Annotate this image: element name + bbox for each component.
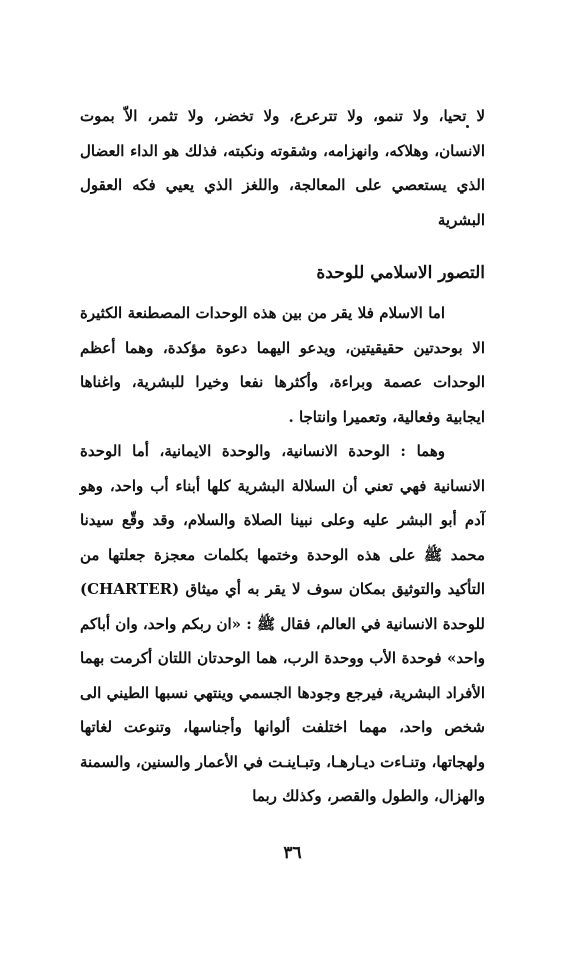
page-number: ٣٦ <box>283 843 302 863</box>
paragraph-islam-unities <box>80 296 485 434</box>
continuation-paragraph <box>80 99 485 237</box>
paragraph-human-unity <box>80 434 485 814</box>
section-heading: التصور الاسلامي للوحدة <box>316 263 485 283</box>
paragraph-text: اما الاسلام فلا يقر من بين هذه الوحدات المصطنعة الكثيرة الا بوحدتين حقيقيتين، ويدعو اليهما دعوة مؤكدة، وهما أعظم الوحدات عصمة وبراءة، وأكثرها نفعا وخيرا للبشرية، واغناها ايجابية وفعالية، وتعميرا وانتاجا . <box>80 304 485 426</box>
paragraph-text: وهما : الوحدة الانسانية، والوحدة الايمانية، أما الوحدة الانسانية فهي تعني أن السلالة البشرية كلها أبناء أب واحد، وهو آدم أبو البشر عليه وعلى نبينا الصلاة والسلام، وقد وقّع سيدنا محمد ﷺ على هذه الوحدة وختمها بكلمات معجزة جعلتها من التأكيد والتوثيق بمكان سوف لا يقر به أي ميثاق (CHARTER) للوحدة الانسانية في العالم، فقال ﷺ : «ان ربكم واحد، وان أباكم واحد» فوحدة الأب ووحدة الرب، هما الوحدتان اللتان أكرمت بهما الأفراد البشرية، فيرجع وجودها الجسمي وينتهي نسبها الطيني الى شخص واحد، مهما اختلفت ألوانها وأجناسها، وتنوعت لغاتها ولهجاتها، وتنـاءت ديـارهـا، وتبـاينـت في الأعمار والسنين، والسمنة والهزال، والطول والقصر، وكذلك ربما <box>80 442 485 805</box>
continuation-text: لا تحيا، ولا تنمو، ولا تترعرع، ولا تخضر، ولا تثمر، الاّ بموت الانسان، وهلاكه، وانهزامه، وشقوته ونكبته، فذلك هو الداء العضال الذي يستعصي على المعالجة، واللغز الذي يعيي فكه العقول البشرية <box>80 107 485 229</box>
